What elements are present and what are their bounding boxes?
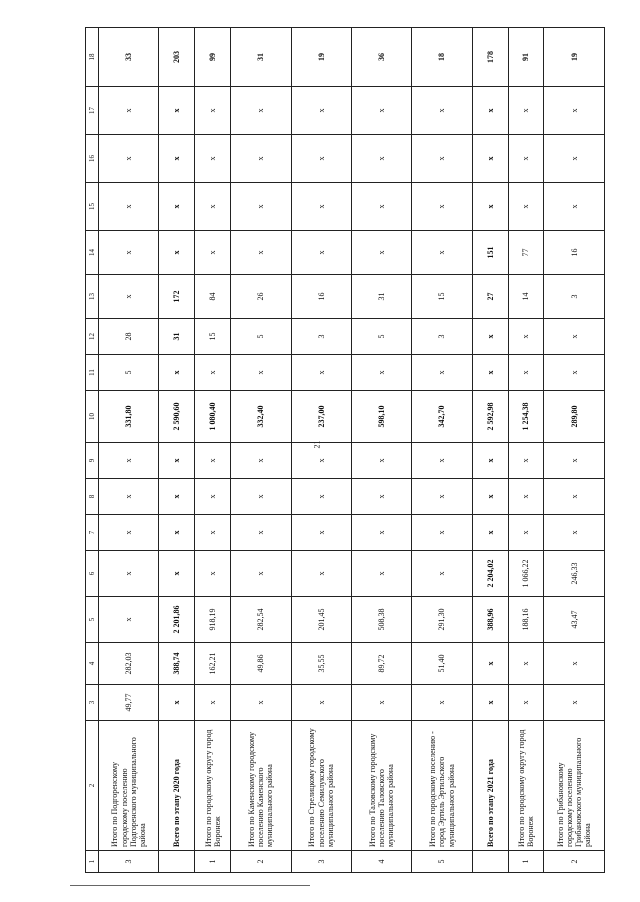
table-cell: х [544, 183, 605, 231]
row-label-cell: Итого по городскому округу город Воронеж [195, 721, 231, 851]
table-cell: х [412, 355, 472, 391]
table-cell: х [291, 551, 351, 597]
table-cell: х [544, 443, 605, 479]
table-body [99, 28, 605, 873]
column-header-15: 15 [86, 183, 99, 231]
table-cell: х [544, 515, 605, 551]
row-label-cell: Итого по городскому округу город Воронеж [508, 721, 544, 851]
table-cell: х [508, 515, 544, 551]
column-header-7: 7 [86, 515, 99, 551]
table-cell: х [291, 515, 351, 551]
row-label-cell: Итого по городскому поселению - город Эртиль Эртильского муниципального района [412, 721, 472, 851]
table-cell: х [412, 515, 472, 551]
table-cell: 1 080,40 [195, 391, 231, 443]
table-cell: х [472, 685, 508, 721]
table-cell: 16 [544, 231, 605, 275]
table-cell: х [159, 443, 195, 479]
table-cell: 203 [159, 28, 195, 87]
table-cell: х [472, 443, 508, 479]
column-header-5: 5 [86, 597, 99, 643]
column-header-12: 12 [86, 319, 99, 355]
table-cell: 91 [508, 28, 544, 87]
table-cell: 31 [159, 319, 195, 355]
table-row [508, 28, 544, 873]
table-cell: 201,45 [291, 597, 351, 643]
table-cell: х [472, 355, 508, 391]
table-cell: 1 066,22 [508, 551, 544, 597]
table-row [195, 28, 231, 873]
table-total-row [472, 28, 508, 873]
table-cell: 36 [351, 28, 411, 87]
table-cell: 3 [291, 319, 351, 355]
table-cell: х [412, 183, 472, 231]
table-cell: 19 [291, 28, 351, 87]
table-cell: х [472, 87, 508, 135]
column-header-8: 8 [86, 479, 99, 515]
table-cell: 388,74 [159, 643, 195, 685]
table-cell: 28 [99, 319, 159, 355]
table-cell: 31 [231, 28, 291, 87]
table-cell: 282,03 [99, 643, 159, 685]
table-cell: х [544, 643, 605, 685]
table-cell: х [99, 231, 159, 275]
table-cell: х [231, 135, 291, 183]
table-cell: 2 204,02 [472, 551, 508, 597]
table-cell: х [412, 87, 472, 135]
table-cell: х [351, 551, 411, 597]
table-cell: х [99, 443, 159, 479]
table-cell: 49,86 [231, 643, 291, 685]
table-cell: х [544, 135, 605, 183]
table-cell: 151 [472, 231, 508, 275]
table-cell: 3 [99, 851, 159, 873]
table-cell: 918,19 [195, 597, 231, 643]
table-cell: 89,72 [351, 643, 411, 685]
table-cell: 3 [412, 319, 472, 355]
table-cell: 282,54 [231, 597, 291, 643]
table-cell: х [351, 87, 411, 135]
table-cell: х [351, 355, 411, 391]
table-cell: 5 [412, 851, 472, 873]
table-cell: х [195, 551, 231, 597]
table-cell: х [231, 479, 291, 515]
table-cell: х [159, 515, 195, 551]
table-cell: 2 [231, 851, 291, 873]
table-cell: х [231, 183, 291, 231]
table-cell: х [472, 515, 508, 551]
table-cell: 289,80 [544, 391, 605, 443]
table-cell: х [159, 87, 195, 135]
table-cell: 1 254,38 [508, 391, 544, 443]
table-cell: х [508, 643, 544, 685]
table-cell: 2 [544, 851, 605, 873]
row-label-cell: Всего по этапу 2021 года [472, 721, 508, 851]
table-cell: х [291, 135, 351, 183]
table-cell: х [159, 355, 195, 391]
table-cell: 2 590,60 [159, 391, 195, 443]
row-label-cell: Итого по Грибановскому городскому поселению Грибановского муниципального района [544, 721, 605, 851]
table-cell: х [195, 87, 231, 135]
table-cell: 291,30 [412, 597, 472, 643]
column-header-3: 3 [86, 685, 99, 721]
table-cell: х [159, 135, 195, 183]
column-header-11: 11 [86, 355, 99, 391]
table-cell: х [99, 87, 159, 135]
table-cell: х [508, 183, 544, 231]
column-header-9: 9 [86, 443, 99, 479]
table-cell: х [544, 319, 605, 355]
table-cell: х [412, 685, 472, 721]
table-cell: 162,21 [195, 643, 231, 685]
table-cell: 2 592,98 [472, 391, 508, 443]
table-cell: х [351, 183, 411, 231]
table-cell: 26 [231, 275, 291, 319]
table-cell: х [472, 319, 508, 355]
table-cell: х [291, 87, 351, 135]
row-label-cell: Итого по Стрелицкому городскому поселению Семилукского муниципального района [291, 721, 351, 851]
table-cell: х [291, 183, 351, 231]
row-label-cell: Итого по Подгоренскому городскому поселению Подгоренского муниципального района [99, 721, 159, 851]
table-cell: х [544, 479, 605, 515]
table-cell: х [195, 135, 231, 183]
table-cell: х [231, 551, 291, 597]
table-cell: 3 [291, 851, 351, 873]
table-cell: 49,77 [99, 685, 159, 721]
table-cell: 19 [544, 28, 605, 87]
table-cell: х [508, 87, 544, 135]
table-cell: х [351, 231, 411, 275]
table-cell: х [195, 231, 231, 275]
table-cell: 331,80 [99, 391, 159, 443]
table-row [412, 28, 472, 873]
table-cell: 35,55 [291, 643, 351, 685]
table-cell: х [99, 597, 159, 643]
table-cell: х [159, 479, 195, 515]
table-cell: 5 [231, 319, 291, 355]
table-cell: 1 [508, 851, 544, 873]
table-header-row [86, 28, 99, 873]
table-cell: х [99, 479, 159, 515]
table-cell: 27 [472, 275, 508, 319]
table-cell: 342,70 [412, 391, 472, 443]
column-header-2: 2 [86, 721, 99, 851]
table-cell: 16 [291, 275, 351, 319]
table-cell: х [351, 685, 411, 721]
table-cell: х [99, 135, 159, 183]
table-cell: 188,16 [508, 597, 544, 643]
table-cell: х [195, 355, 231, 391]
table-cell: 332,40 [231, 391, 291, 443]
table-cell: х [544, 87, 605, 135]
table-cell: х [231, 231, 291, 275]
table-cell: х [195, 183, 231, 231]
table-total-row [159, 28, 195, 873]
table-cell: х [99, 515, 159, 551]
page-divider-line [70, 885, 310, 886]
table-cell: 14 [508, 275, 544, 319]
table-cell: х [508, 135, 544, 183]
column-header-17: 17 [86, 87, 99, 135]
table-cell: 1 [195, 851, 231, 873]
table-row [231, 28, 291, 873]
table-cell: 3 [544, 275, 605, 319]
column-header-14: 14 [86, 231, 99, 275]
table-cell: 246,33 [544, 551, 605, 597]
table-cell: 77 [508, 231, 544, 275]
table-cell: х [508, 443, 544, 479]
table-cell: х [291, 231, 351, 275]
table-cell: х [291, 479, 351, 515]
row-label-cell: Итого по Таловскому городскому поселению Таловского муниципального района [351, 721, 411, 851]
table-cell: х [472, 135, 508, 183]
table-cell: 43,47 [544, 597, 605, 643]
table-cell: х [508, 685, 544, 721]
table-cell: х [412, 479, 472, 515]
table-cell: х [231, 685, 291, 721]
column-header-1: 1 [86, 851, 99, 873]
table-cell: х [291, 685, 351, 721]
table-cell: х [472, 479, 508, 515]
table-row [99, 28, 159, 873]
table-cell: х [472, 643, 508, 685]
table-cell: 31 [351, 275, 411, 319]
table-cell: х [412, 443, 472, 479]
table-cell: х [195, 479, 231, 515]
table-cell: 388,96 [472, 597, 508, 643]
column-header-10: 10 [86, 391, 99, 443]
table-cell: 598,10 [351, 391, 411, 443]
table-cell: х [472, 183, 508, 231]
row-label-cell: Итого по Каменскому городскому поселению Каменского муниципального района [231, 721, 291, 851]
table-cell: 33 [99, 28, 159, 87]
table-cell: х [412, 231, 472, 275]
row-label-cell: Всего по этапу 2020 года [159, 721, 195, 851]
table-cell: 508,38 [351, 597, 411, 643]
table-cell: х [99, 275, 159, 319]
table-area [85, 28, 605, 873]
table-cell: х [412, 135, 472, 183]
table-cell: 237,00 [291, 391, 351, 443]
table-cell: х [159, 231, 195, 275]
table-cell: 15 [195, 319, 231, 355]
page-number: 21 [312, 440, 322, 449]
table-cell: 18 [412, 28, 472, 87]
table-cell [472, 851, 508, 873]
table-cell: 15 [412, 275, 472, 319]
table-cell: х [351, 515, 411, 551]
table-cell: х [291, 355, 351, 391]
table-cell: 84 [195, 275, 231, 319]
rotated-table-container [85, 28, 605, 873]
table-cell: х [291, 443, 351, 479]
table-cell: х [159, 551, 195, 597]
table-cell: х [195, 685, 231, 721]
table-cell: х [508, 479, 544, 515]
table-cell: х [159, 183, 195, 231]
table-cell: х [195, 443, 231, 479]
table-cell [159, 851, 195, 873]
table-cell: х [159, 685, 195, 721]
table-cell: х [351, 443, 411, 479]
column-header-16: 16 [86, 135, 99, 183]
table-cell: х [231, 515, 291, 551]
table-cell: х [508, 319, 544, 355]
table-row [351, 28, 411, 873]
table-row [291, 28, 351, 873]
column-header-4: 4 [86, 643, 99, 685]
column-header-13: 13 [86, 275, 99, 319]
table-row [544, 28, 605, 873]
table-cell: х [231, 355, 291, 391]
table-cell: х [544, 685, 605, 721]
table-cell: х [351, 479, 411, 515]
data-table [85, 27, 605, 873]
table-cell: х [231, 87, 291, 135]
table-cell: х [231, 443, 291, 479]
table-cell: х [99, 551, 159, 597]
table-cell: 178 [472, 28, 508, 87]
column-header-6: 6 [86, 551, 99, 597]
table-cell: х [412, 551, 472, 597]
table-cell: х [99, 183, 159, 231]
table-cell: х [508, 355, 544, 391]
column-header-18: 18 [86, 28, 99, 87]
table-cell: 172 [159, 275, 195, 319]
table-cell: 5 [99, 355, 159, 391]
table-cell: 99 [195, 28, 231, 87]
table-cell: 4 [351, 851, 411, 873]
table-cell: х [544, 355, 605, 391]
table-cell: х [351, 135, 411, 183]
table-cell: 2 201,86 [159, 597, 195, 643]
table-cell: х [195, 515, 231, 551]
table-cell: 51,40 [412, 643, 472, 685]
table-cell: 5 [351, 319, 411, 355]
